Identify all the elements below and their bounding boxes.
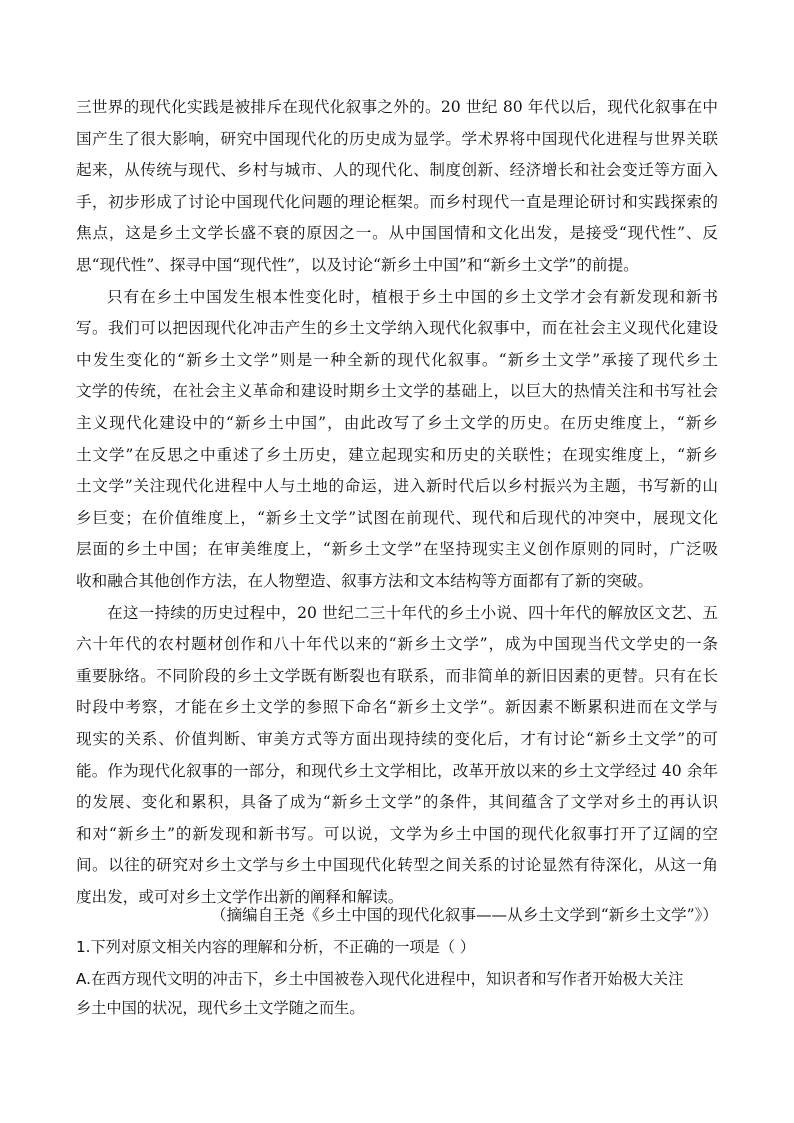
paragraph-line: 文学的传统，在社会主义革命和建设时期乡土文学的基础上，以巨大的热情关注和书写社会 [76, 382, 718, 401]
paragraph-line: 六十年代的农村题材创作和八十年代以来的“新乡土文学”，成为中国现当代文学史的一条 [76, 635, 718, 654]
paragraph-line: 重要脉络。不同阶段的乡土文学既有断裂也有联系，而非简单的新旧因素的更替。只有在长 [76, 666, 718, 685]
paragraph-line: 焦点，这是乡土文学长盛不衰的原因之一。从中国国情和文化出发，是接受“现代性”、反 [76, 224, 718, 243]
paragraph-line: 能。作为现代化叙事的一部分，和现代乡土文学相比，改革开放以来的乡土文学经过 40 余年 [76, 761, 718, 780]
paragraph-line: 手，初步形成了讨论中国现代化问题的理论框架。而乡村现代一直是理论研讨和实践探索的 [76, 192, 718, 211]
paragraph-line: 度出发，或可对乡土文学作出新的阐释和解读。 [76, 887, 404, 906]
paragraph-line: 乡巨变；在价值维度上，“新乡土文学”试图在前现代、现代和后现代的冲突中，展现文化 [76, 508, 718, 527]
paragraph-line: 中发生变化的“新乡土文学”则是一种全新的现代化叙事。“新乡土文学”承接了现代乡土 [76, 350, 718, 369]
paragraph-line: 在这一持续的历史过程中，20 世纪二三十年代的乡土小说、四十年代的解放区文艺、五 [107, 603, 718, 622]
paragraph-1 [76, 92, 718, 282]
question-stem: 1.下列对原文相关内容的理解和分析，不正确的一项是（ ） [76, 938, 476, 956]
source-citation: （摘编自王尧《乡土中国的现代化叙事——从乡土文学到“新乡土文学”》） [210, 906, 718, 924]
paragraph-line: 的发展、变化和累积，具备了成为“新乡土文学”的条件，其间蕴含了文学对乡土的再认识 [76, 793, 718, 812]
paragraph-3 [76, 598, 718, 914]
option-a-line: 乡土中国的状况，现代乡土文学随之而生。 [76, 999, 365, 1017]
option-a-line: A.在西方现代文明的冲击下，乡土中国被卷入现代化进程中，知识者和写作者开始极大关注 [76, 969, 684, 988]
paragraph-line: 间。以往的研究对乡土文学与乡土中国现代化转型之间关系的讨论显然有待深化，从这一角 [76, 856, 718, 875]
paragraph-2 [76, 282, 718, 598]
paragraph-line: 时段中考察，才能在乡土文学的参照下命名“新乡土文学”。新因素不断累积进而在文学与 [76, 698, 718, 717]
paragraph-line: 只有在乡土中国发生根本性变化时，植根于乡土中国的乡土文学才会有新发现和新书 [107, 287, 718, 306]
paragraph-line: 思“现代性”、探寻中国“现代性”，以及讨论“新乡土中国”和“新乡土文学”的前提。 [76, 255, 639, 274]
paragraph-line: 层面的乡土中国；在审美维度上，“新乡土文学”在坚持现实主义创作原则的同时，广泛吸 [76, 540, 718, 559]
paragraph-line: 起来，从传统与现代、乡村与城市、人的现代化、制度创新、经济增长和社会变迁等方面入 [76, 161, 718, 180]
paragraph-line: 收和融合其他创作方法，在人物塑造、叙事方法和文本结构等方面都有了新的突破。 [76, 571, 653, 590]
paragraph-line: 土文学”关注现代化进程中人与土地的命运，进入新时代后以乡村振兴为主题，书写新的山 [76, 477, 718, 496]
paragraph-line: 和对“新乡土”的新发现和新书写。可以说，文学为乡土中国的现代化叙事打开了辽阔的空 [76, 824, 718, 843]
paragraph-line: 土文学”在反思之中重述了乡土历史，建立起现实和历史的关联性；在现实维度上，“新乡 [76, 445, 718, 464]
paragraph-line: 主义现代化建设中的“新乡土中国”，由此改写了乡土文学的历史。在历史维度上，“新乡 [76, 413, 718, 432]
question-1 [76, 933, 726, 1024]
paragraph-line: 写。我们可以把因现代化冲击产生的乡土文学纳入现代化叙事中，而在社会主义现代化建设 [76, 319, 718, 338]
paragraph-line: 现实的关系、价值判断、审美方式等方面出现持续的变化后，才有讨论“新乡土文学”的可 [76, 729, 718, 748]
paragraph-line: 三世界的现代化实践是被排斥在现代化叙事之外的。20 世纪 80 年代以后，现代化叙事在中 [76, 98, 718, 116]
paragraph-line: 国产生了很大影响，研究中国现代化的历史成为显学。学术界将中国现代化进程与世界关联 [76, 129, 718, 148]
